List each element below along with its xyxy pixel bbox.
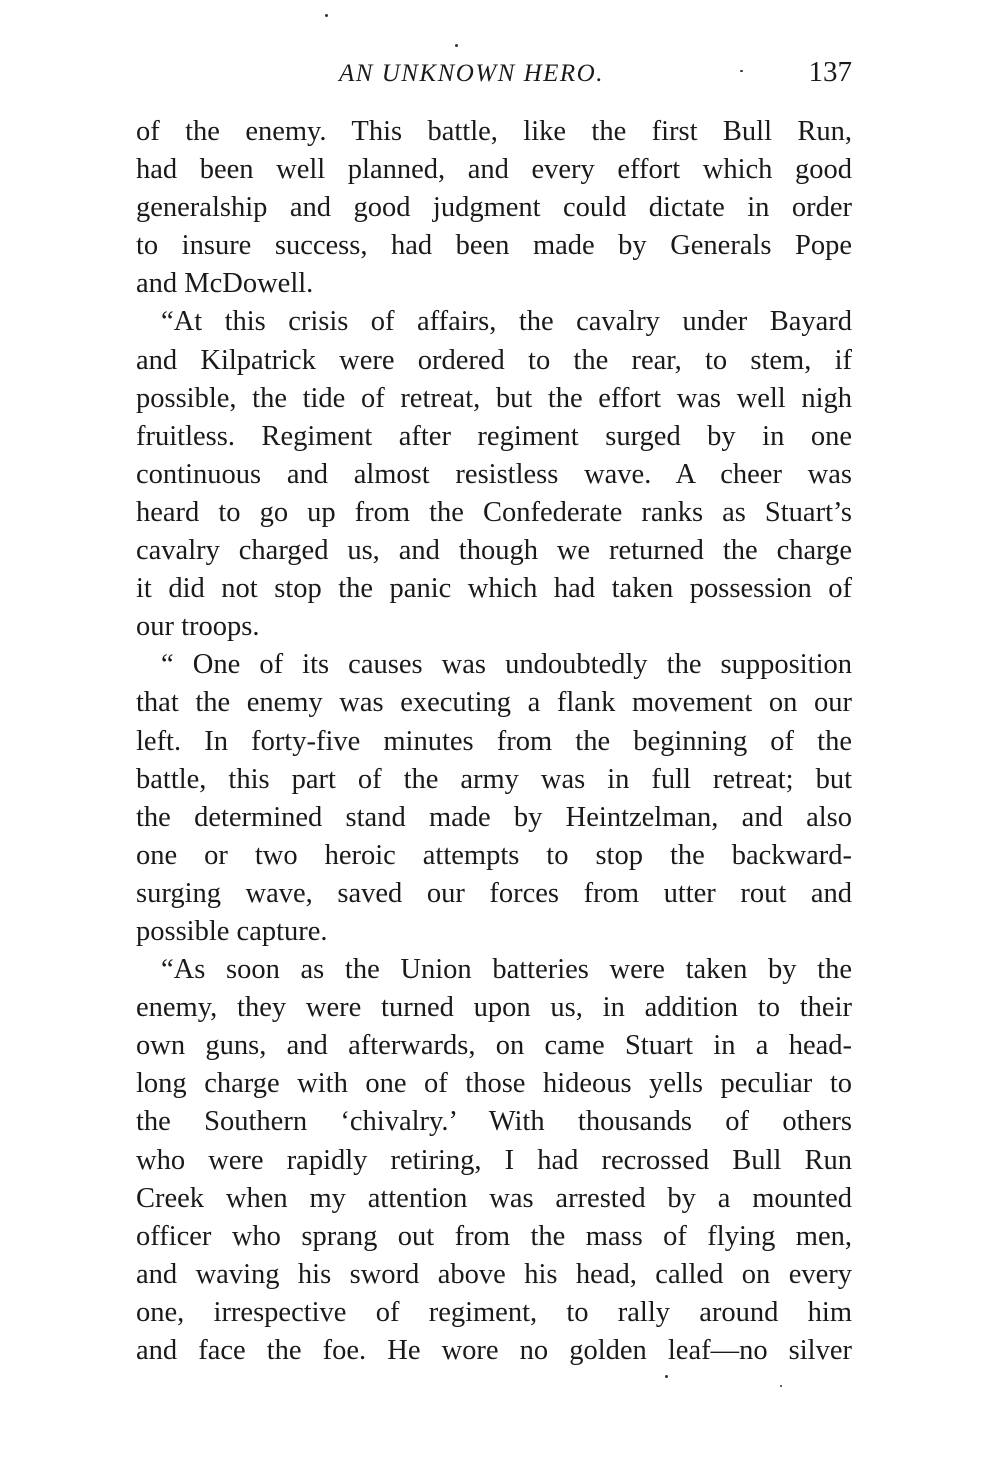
scan-speck: [740, 70, 743, 72]
scan-speck: [325, 14, 328, 17]
text-line: our troops.: [136, 611, 260, 643]
text-line: one or two heroic attempts to stop the backward-: [136, 839, 852, 871]
text-line: one, irrespective of regiment, to rally around him: [136, 1296, 852, 1328]
paragraph-start-line: “As soon as the Union batteries were taken by the: [161, 954, 852, 986]
text-line: and waving his sword above his head, called on every: [136, 1258, 852, 1290]
text-line: cavalry charged us, and though we returned the charge: [136, 535, 852, 567]
scan-speck: [455, 44, 458, 47]
text-line: and Kilpatrick were ordered to the rear, to stem, if: [136, 344, 852, 376]
text-line: the Southern ‘chivalry.’ With thousands of others: [136, 1106, 852, 1138]
paragraph-start-line: “At this crisis of affairs, the cavalry under Bayard: [161, 306, 852, 338]
text-line: generalship and good judgment could dictate in order: [136, 192, 852, 224]
running-title: AN UNKNOWN HERO.: [339, 60, 604, 87]
text-line: to insure success, had been made by Generals Pope: [136, 230, 852, 262]
text-line: continuous and almost resistless wave. A cheer was: [136, 458, 852, 490]
scan-speck: [780, 1385, 782, 1387]
text-line: battle, this part of the army was in full retreat; but: [136, 763, 852, 795]
text-line: enemy, they were turned upon us, in addition to their: [136, 992, 852, 1024]
paragraph-start-line: “ One of its causes was undoubtedly the supposition: [161, 649, 852, 681]
text-line: possible, the tide of retreat, but the effort was well nigh: [136, 382, 852, 414]
text-line: that the enemy was executing a flank movement on our: [136, 687, 852, 719]
text-line: long charge with one of those hideous yells peculiar to: [136, 1068, 852, 1100]
text-line: it did not stop the panic which had taken possession of: [136, 573, 852, 605]
text-line: officer who sprang out from the mass of flying men,: [136, 1220, 852, 1252]
text-line: of the enemy. This battle, like the first Bull Run,: [136, 116, 852, 147]
text-line: left. In forty-five minutes from the beginning of the: [136, 725, 852, 757]
text-line: heard to go up from the Confederate ranks as Stuart’s: [136, 496, 852, 528]
text-line: had been well planned, and every effort which good: [136, 154, 852, 186]
text-line: and McDowell.: [136, 268, 314, 300]
page-number: 137: [808, 56, 852, 88]
scan-speck: [665, 1375, 668, 1378]
running-head: [136, 56, 852, 96]
text-line: possible capture.: [136, 915, 328, 947]
text-line: own guns, and afterwards, on came Stuart in a head-: [136, 1030, 852, 1062]
text-line: who were rapidly retiring, I had recrossed Bull Run: [136, 1144, 852, 1176]
text-line: the determined stand made by Heintzelman, and also: [136, 801, 852, 833]
text-line: surging wave, saved our forces from utter rout and: [136, 877, 852, 909]
text-line: Creek when my attention was arrested by a mounted: [136, 1182, 852, 1214]
text-line: and face the foe. He wore no golden leaf—no silver: [136, 1335, 852, 1366]
text-line: fruitless. Regiment after regiment surged by in one: [136, 420, 852, 452]
body-text: [136, 113, 852, 1370]
